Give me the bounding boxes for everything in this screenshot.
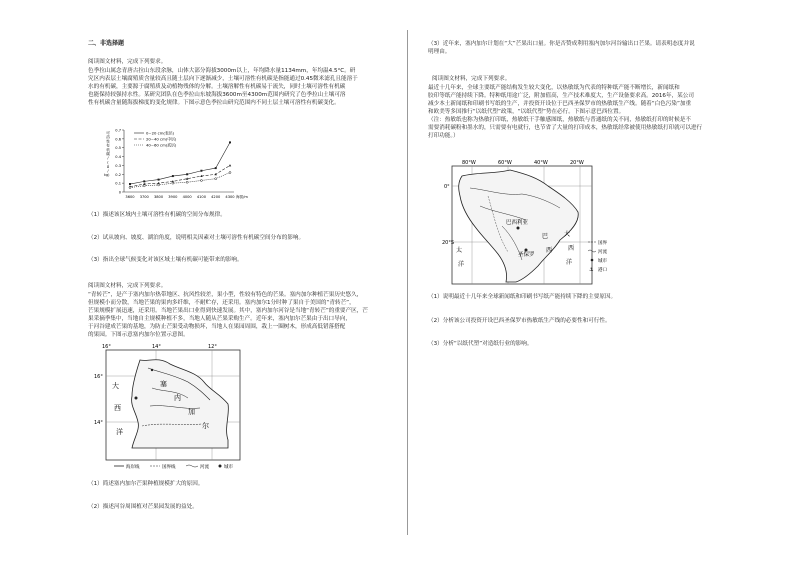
chart-point (158, 184, 160, 186)
q1-question-1: （1）描述该区域内土壤可溶性有机碳的空间分布规律。 (88, 212, 226, 218)
lon-label-40w: 40°W (534, 160, 548, 166)
lat-label-0: 0° (444, 184, 450, 190)
city-sao-paulo: 圣保罗 (518, 252, 535, 258)
chart-y-label-char: 机 (106, 147, 110, 152)
lat-label-20s: 20°S (442, 240, 455, 246)
chart-point (200, 170, 202, 172)
chart-y-label-char: 碳 (106, 152, 110, 156)
q2-material-line: 芒果规模扩展迅速，还采用。当地芒果出口业得到快速发展。其中，塞内加尔河谷是当地“青转芒”的重要产区，芒 (88, 308, 368, 314)
chart-legend-label: 20~40 cm(中层) (146, 136, 177, 142)
chart-point (172, 175, 174, 177)
chart-point (215, 167, 217, 169)
q2-q3-line: 明理由。 (428, 49, 451, 55)
q3-intro: 阅读图文材料，完成下列要求。 (432, 76, 511, 82)
chart-y-tick-label: 0 (118, 190, 121, 195)
chart-x-tick-label: 3900 (168, 195, 178, 199)
chart-point (158, 179, 160, 181)
chart-y-label-char: ( (107, 160, 109, 165)
chart-y-label-char: 可 (106, 131, 110, 135)
q3-question-3: （3）分析“以纸代塑”对造纸行业的影响。 (428, 341, 533, 347)
chart-y-label-char: / (107, 168, 109, 173)
lon-label-60w: 60°W (498, 160, 512, 166)
country-label-3: 加 (188, 408, 195, 416)
chart-point (143, 180, 145, 182)
ocean-label-5: 洋 (458, 261, 465, 268)
q1-intro: 阅读图文材料，完成下列要求。 (88, 59, 167, 65)
q2-material-line: 的果园。下图示意塞内加尔位置示意图。 (88, 332, 189, 338)
ocean-label-2: 西 (568, 245, 575, 252)
q3-material-line: （注：热敏纸也称为热敏打印纸，热敏纸干手触感图纸，热敏纸与普通纸的关不同，热敏纸打印的时候是不 (428, 117, 691, 123)
sea-label-1: 大 (112, 382, 119, 390)
q3-material-line: 打印功能。） (428, 133, 459, 139)
q2-question-3 (428, 40, 728, 56)
country-label-xi: 西 (546, 247, 553, 254)
chart-y-tick-label: 0.3 (115, 163, 121, 168)
ocean-label-4: 太 (456, 247, 463, 254)
chart-legend (134, 130, 177, 147)
sea-label-2: 西 (114, 404, 121, 412)
chart-x-tick-label: 4300 (225, 195, 235, 199)
lon-label-20w: 20°W (570, 160, 584, 166)
chart-point (129, 183, 131, 185)
chart-y-tick-label: 0.2 (115, 172, 121, 177)
q2-question-2: （2）描述河谷周围植对芒果园发展的益处。 (88, 504, 198, 510)
q2-material-line: 于河谷建成芒果的基地，为防止芒果受动物损坏，当地人在果园周围，栽上一圈树木，形成高低错落搭配 (88, 324, 346, 330)
chart-y-label-char: 溶 (106, 135, 110, 140)
country-label-ba: 巴 (542, 233, 549, 240)
lon-label-mid: 14° (152, 344, 161, 350)
chart-y-tick-label: 0.4 (115, 155, 121, 160)
chart-point (143, 185, 145, 187)
legend-city: 城市 (598, 259, 607, 264)
q3-question-2: （2）分析该公司投资开设巴西圣保罗市热敏纸生产线的必要性和可行性。 (428, 318, 611, 324)
chart-y-label-char: 性 (106, 139, 110, 144)
q2-material-line: 果采摘季集中，当地自主规模种植不多，当地人随从芒果采购生产。近年来，塞内加尔芒果由于出口导向， (88, 316, 351, 322)
chart-y-label-group (104, 130, 110, 177)
legend-city: 城市 (224, 465, 233, 470)
chart-y-tick-label: 0.6 (115, 137, 121, 142)
legend-river: 河流 (200, 465, 209, 470)
chart-x-tick-label: 4000 (182, 195, 192, 199)
chart-point (172, 182, 174, 184)
chart-legend-label: 40~60 cm(底层) (146, 142, 177, 148)
chart-y-label-char: / (107, 156, 109, 161)
country-label-4: 尔 (202, 422, 209, 430)
chart-y-label-char: g (106, 164, 110, 169)
legend-river: 河流 (598, 250, 607, 255)
chart-point (229, 172, 231, 174)
chart-legend-label: 0~20 cm(表层) (146, 130, 174, 136)
chart-point (186, 181, 188, 183)
q1-material-line: 性有机碳含量随海拔梯度的变化规律。下图示意色季拉山研究范围内不同土层土壤可溶性有机碳变化。 (88, 100, 340, 106)
lon-label-80w: 80°W (462, 160, 476, 166)
chart-y-label-char: 有 (106, 143, 110, 148)
legend-border: 国界线 (162, 465, 176, 470)
chart-y-tick-label: 0.7 (115, 128, 121, 133)
q1-material-line: 水的有机碳，主要源于腐殖质及动植物残体的分解。土壤溶解性有机碳易于流失，同时土壤可溶性有机碳 (88, 84, 346, 90)
q1-material-line: 色季拉山属念青唐古拉山东段余脉，山体大部分海拔3000m以上，年均降水量1134mm，年均温4.5°C。研 (88, 68, 356, 74)
legend-port: 港口 (598, 268, 607, 273)
chart-y-label-unit: kg) (104, 173, 110, 177)
country-label-2: 内 (174, 394, 181, 402)
lat-label-bottom: 14° (94, 420, 103, 426)
q2-material (88, 291, 380, 339)
ocean-label-1: 大 (564, 231, 571, 238)
q3-material-line: 和欧美等多国推行“以纸代塑”政策，“以纸代塑”势在必行。下图示意巴西位置。 (428, 109, 625, 115)
sea-label-3: 洋 (116, 428, 123, 436)
ocean-label-3: 洋 (566, 259, 573, 266)
q1-question-3: （3）指出全球气候变化对该区域土壤有机碳可能带来的影响。 (88, 257, 243, 263)
q1-material-line: 也能保持较强持水性。某研究团队在色季拉山东坡海拔3600m至4300m范围内研究了色季拉山土壤可溶 (88, 92, 346, 98)
chart-series (129, 141, 231, 188)
chart-point (129, 187, 131, 189)
chart-point (229, 141, 231, 143)
chart-x-tick-label: 3800 (153, 195, 164, 199)
q2-question-1: （1）简述塞内加尔芒果种植规模扩大的原因。 (88, 481, 204, 487)
q3-material (428, 84, 728, 140)
q1-question-2: （2）试从坡向、坡度、湖泊角度，说明相关因素对土壤可溶性有机碳空间分布的影响。 (88, 235, 305, 241)
chart-point (200, 179, 202, 181)
legend-border: 国界 (598, 241, 607, 246)
chart-y-tick-label: 0.1 (115, 181, 121, 186)
country-label-1: 塞 (160, 380, 167, 388)
brazil-map (442, 156, 612, 290)
chart-x-label: 海拔/m (236, 195, 248, 199)
chart-x-tick-label: 4200 (211, 195, 221, 199)
lat-label-top: 16° (94, 374, 103, 380)
chart-y-tick-label: 0.5 (115, 146, 121, 151)
q2-intro: 阅读图文材料，完成下列要求。 (88, 283, 167, 289)
q3-material-line: 需要消耗碳粉和墨水的，只需要有电就行，也节省了大量的打印成本，热敏纸经常被使用热敏纸打印就可以进行 (428, 125, 703, 131)
chart-x-tick-label: 3700 (139, 195, 149, 199)
q3-material-line: 减少本土新闻纸和印刷书写纸的生产，并投资开设位于巴西圣保罗市的热敏纸生产线。随着“白色污染”加重 (428, 101, 692, 107)
lon-label-right: 12° (208, 344, 217, 350)
q1-material (88, 67, 380, 107)
q1-material-line: 究区内表层土壤腐殖质含量较高且随土层向下逐渐减少，土壤可溶性有机碳是指能通过0.45微米滤孔且能溶于 (88, 76, 358, 82)
q2-material-line: 但规模小而分散，当地芒果的果肉多纤维，不耐贮存，还采用。塞内加尔1分时种了果自于美国的“青转芒”， (88, 300, 355, 306)
q3-question-1: （1）说明最近十几年来全球新闻纸和印刷书写纸产能持续下降的主要原因。 (428, 294, 617, 300)
q2-material-line: “青转芒”，是产于塞内加尔热带地区、抗风性较差，果小型，性较有特色的芒果。塞内加尔种植芒果历史悠久， (88, 292, 363, 298)
column-divider (407, 30, 408, 535)
anchor-icon: ⚓ (589, 267, 594, 273)
senegal-map (92, 342, 252, 476)
section-title: 二、非选择题 (88, 40, 125, 47)
chart-point (229, 164, 231, 166)
chart-point (186, 173, 188, 175)
chart-x-tick-label: 4100 (196, 195, 207, 199)
legend-coastline: 海岸线 (126, 465, 140, 470)
chart-point (215, 178, 217, 180)
lon-label-left: 16° (102, 344, 111, 350)
city-brasilia: 巴西利亚 (506, 220, 529, 226)
q3-material-line: 胶印等纸产能持续下降。特种纸用途广泛，附加值高，生产技术难度大，生产设备要求高。2016年，某公司 (428, 93, 694, 99)
q2-q3-line: （3）近年来，塞内加尔计划在“大”芒果出口量。你是否赞成利用塞内加尔河谷输出口芒果。请表明态度并说 (428, 41, 695, 47)
soil-carbon-chart (102, 124, 252, 206)
chart-x-tick-label: 3600 (125, 195, 135, 199)
q3-material-line: 最近十几年来，全球主要纸产能结构发生较大变化，以热敏纸为代表的特种纸产能不断增长，新闻纸和 (428, 85, 680, 91)
